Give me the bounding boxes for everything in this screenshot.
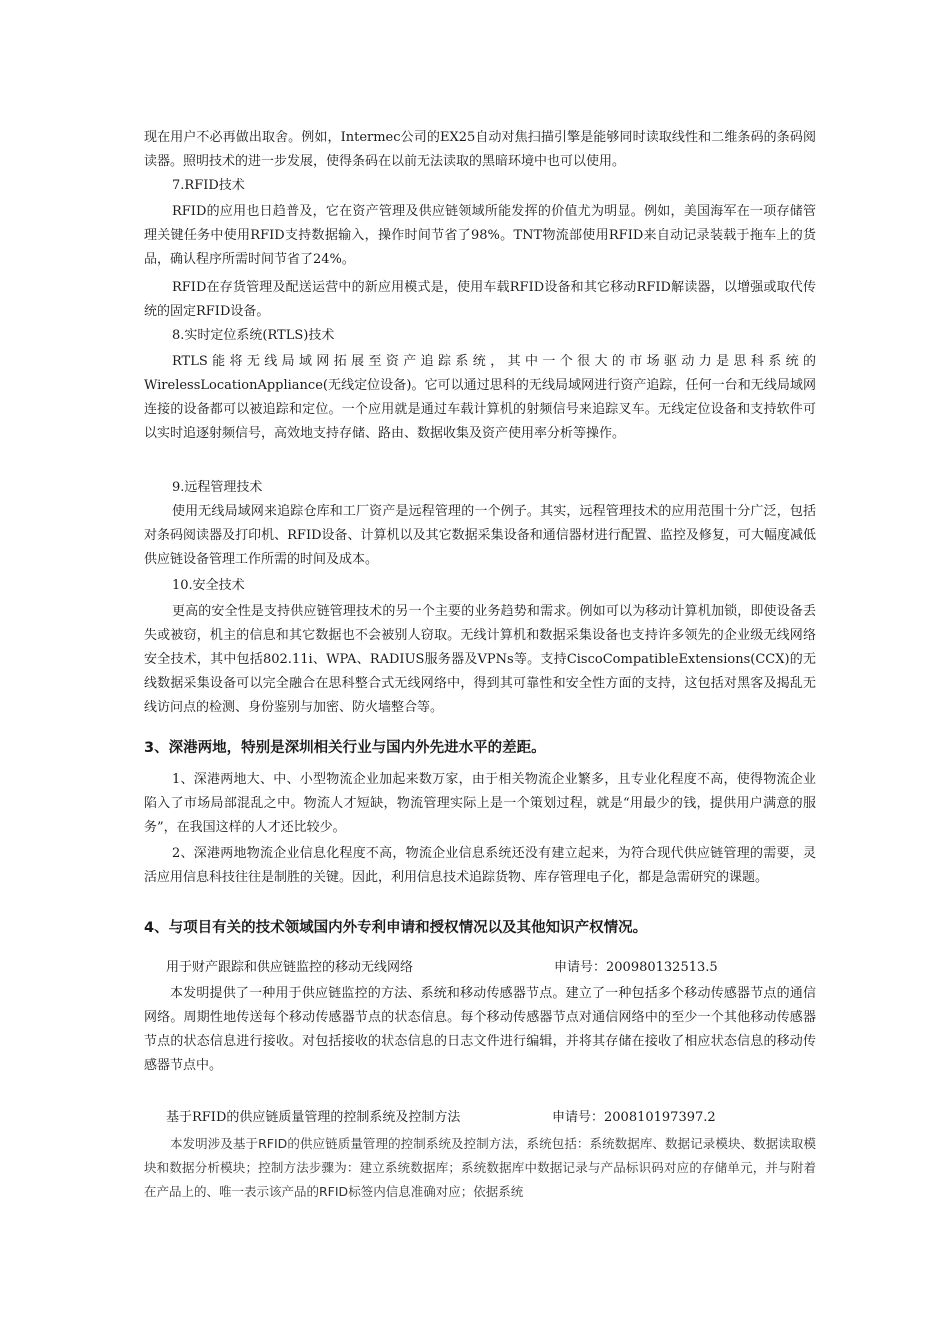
paragraph-rtls: RTLS能将无线局域网拓展至资产追踪系统，其中一个很大的市场驱动力是思科系统的WirelessLocationAppliance(无线定位设备)。它可以通过思科的无线局域网进行资产追踪，任何一台和无线局域网连接的设备都可以被追踪和定位。一个应用就是通过车载计算机的射频信号来追踪叉车。无线定位设备和支持软件可以实时追逐射频信号，高效地支持存储、路由、数据收集及资产使用率分析等操作。 — [144, 354, 816, 441]
patent-1-title: 用于财产跟踪和供应链监控的移动无线网络 — [166, 960, 414, 975]
section-9-title: 9.远程管理技术 — [172, 480, 263, 495]
patent-1-number: 申请号：200980132513.5 — [554, 960, 718, 975]
section-7-title: 7.RFID技术 — [172, 178, 245, 193]
section-10-title: 10.安全技术 — [172, 578, 245, 593]
patent-2-title: 基于RFID的供应链质量管理的控制系统及控制方法 — [166, 1110, 461, 1125]
paragraph-patent-1-abstract: 本发明提供了一种用于供应链监控的方法、系统和移动传感器节点。建立了一种包括多个移动传感器节点的通信网络。周期性地传送每个移动传感器节点的状态信息。每个移动传感器节点对通信网络中的至少一个其他移动传感器节点的状态信息进行接收。对包括接收的状态信息的日志文件进行编辑，并将其存储在接收了相应状态信息的移动传感器节点中。 — [144, 986, 816, 1073]
patent-2-number: 申请号：200810197397.2 — [552, 1110, 716, 1125]
paragraph-remote-management: 使用无线局域网来追踪仓库和工厂资产是远程管理的一个例子。其实，远程管理技术的应用范围十分广泛，包括对条码阅读器及打印机、RFID设备、计算机以及其它数据采集设备和通信器材进行配置、监控及修复，可大幅度减低供应链设备管理工作所需的时间及成本。 — [144, 504, 816, 567]
paragraph-barcode-continued: 现在用户不必再做出取舍。例如，Intermec公司的EX25自动对焦扫描引擎是能够同时读取线性和二维条码的条码阅读器。照明技术的进一步发展，使得条码在以前无法读取的黑暗环境中也可以使用。 — [144, 130, 816, 169]
paragraph-rfid-usage: RFID的应用也日趋普及，它在资产管理及供应链领域所能发挥的价值尤为明显。例如，美国海军在一项存储管理关键任务中使用RFID支持数据输入，操作时间节省了98%。TNT物流部使用RFID来自动记录装载于拖车上的货品，确认程序所需时间节省了24%。 — [144, 204, 816, 267]
heading-section-4: 4、与项目有关的技术领域国内外专利申请和授权情况以及其他知识产权情况。 — [144, 920, 648, 936]
paragraph-patent-2-abstract: 本发明涉及基于RFID的供应链质量管理的控制系统及控制方法，系统包括：系统数据库、数据记录模块、数据读取模块和数据分析模块；控制方法步骤为：建立系统数据库；系统数据库中数据记录与产品标识码对应的存储单元，并与附着在产品上的、唯一表示该产品的RFID标签内信息准确对应；依据系统 — [144, 1136, 816, 1199]
patent-1-header — [166, 956, 816, 980]
paragraph-gap-2: 2、深港两地物流企业信息化程度不高，物流企业信息系统还没有建立起来，为符合现代供应链管理的需要，灵活应用信息科技往往是制胜的关键。因此，利用信息技术追踪货物、库存管理电子化，都是急需研究的课题。 — [144, 846, 816, 885]
paragraph-rfid-inventory: RFID在存货管理及配送运营中的新应用模式是，使用车载RFID设备和其它移动RFID解读器，以增强或取代传统的固定RFID设备。 — [144, 280, 816, 319]
heading-section-3: 3、深港两地，特别是深圳相关行业与国内外先进水平的差距。 — [144, 740, 546, 756]
paragraph-gap-1: 1、深港两地大、中、小型物流企业加起来数万家，由于相关物流企业繁多，且专业化程度不高，使得物流企业陷入了市场局部混乱之中。物流人才短缺，物流管理实际上是一个策划过程，就是“用最少的钱，提供用户满意的服务”，在我国这样的人才还比较少。 — [144, 772, 816, 835]
section-8-title: 8.实时定位系统(RTLS)技术 — [172, 328, 335, 343]
patent-2-header — [166, 1106, 816, 1130]
paragraph-security: 更高的安全性是支持供应链管理技术的另一个主要的业务趋势和需求。例如可以为移动计算机加锁，即使设备丢失或被窃，机主的信息和其它数据也不会被别人窃取。无线计算机和数据采集设备也支持许多领先的企业级无线网络安全技术，其中包括802.11i、WPA、RADIUS服务器及VPNs等。支持CiscoCompatibleExtensions(CCX)的无线数据采集设备可以完全融合在思科整合式无线网络中，得到其可靠性和安全性方面的支持，这包括对黑客及揭乱无线访问点的检测、身份鉴别与加密、防火墙整合等。 — [144, 604, 816, 715]
